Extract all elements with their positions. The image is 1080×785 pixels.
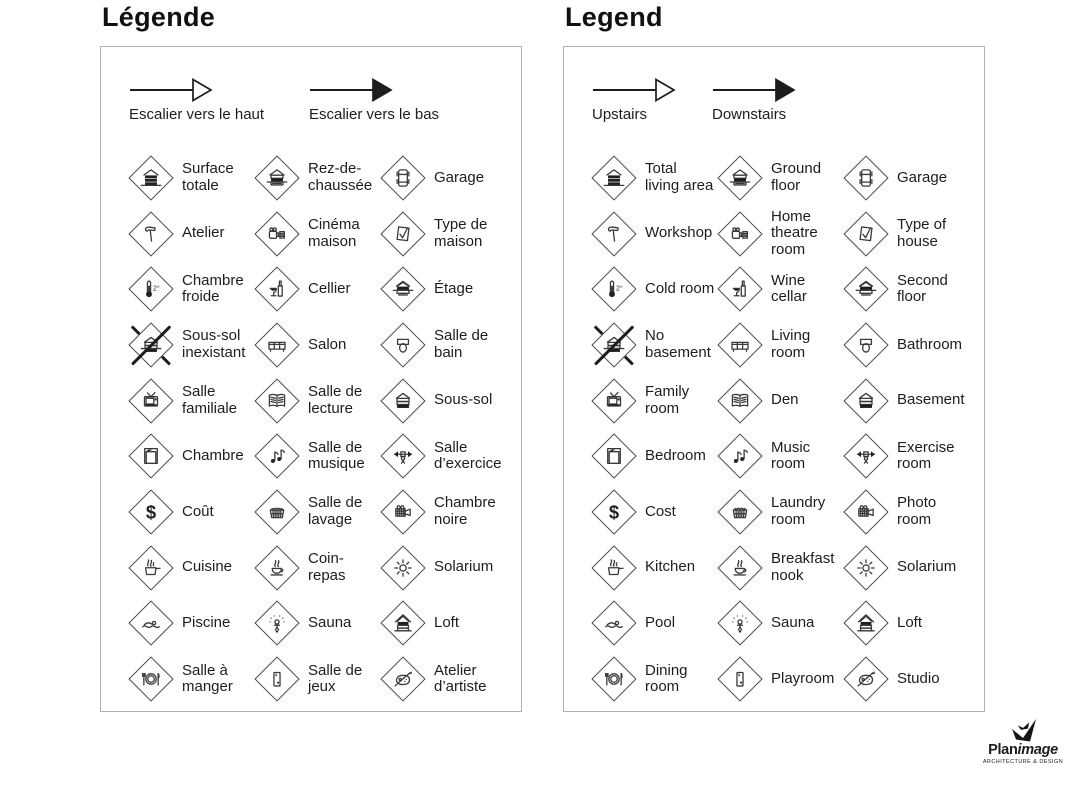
type-of-house-icon [844,212,888,256]
bathroom-icon [381,323,425,367]
legend-item [844,379,974,423]
legend-item-label: Salle familiale [182,383,238,417]
legend-item [844,434,974,478]
no-basement-icon [592,323,636,367]
legend-item-label: Surface totale [182,160,234,194]
arrows-row [129,77,511,139]
legend-item-label: Sauna [308,614,352,632]
legend-item-label: Ground floor [771,160,822,194]
legend-item-label: Basement [897,391,965,409]
legend-item [844,546,974,590]
stairs-up-arrow-icon [129,77,215,103]
legend-item-label: Chambre [182,447,244,465]
legend-item [129,657,255,701]
planimage-logo-icon [1006,717,1040,744]
symbol-grid-french [129,150,511,707]
legend-item [718,323,844,367]
legend-item-label: Salle à manger [182,661,233,696]
second-floor-icon [381,267,425,311]
legend-item-label: Garage [434,168,485,186]
legend-item-label: Music room [771,438,811,473]
legend-item [592,601,718,645]
panel-title-french: Légende [102,2,216,32]
legend-item [718,209,844,259]
stairs-down-arrow-item [309,77,439,123]
stairs-up-arrow-icon [592,77,678,103]
legend-item-label: Coût [182,502,214,520]
loft-icon [844,601,888,645]
legend-item [255,323,381,367]
studio-icon [381,657,425,701]
stairs-down-arrow-item [712,77,798,123]
legend-item [592,323,718,367]
legend-item [129,267,255,311]
legend-item-label: Cost [645,502,676,520]
legend-item-label: Wine cellar [771,271,807,306]
legend-item-label: Pool [645,614,676,632]
legend-item [129,490,255,534]
garage-icon [844,156,888,200]
legend-item-label: Bedroom [645,447,706,465]
music-room-icon [718,434,762,478]
legend-item [129,323,255,367]
legend-item [592,490,718,534]
legend-item-label: Breakfast nook [771,550,835,584]
wine-cellar-icon [718,267,762,311]
legend-item [381,657,511,701]
planimage-tagline: ARCHITECTURE & DESIGN [982,758,1064,765]
garage-icon [381,156,425,200]
legend-item-label: Étage [434,279,474,297]
legend-item-label: Salle de lavage [308,494,363,528]
legend-item-label: Sous-sol [434,391,493,409]
no-basement-icon [129,323,173,367]
legend-item-label: Coin-repas [308,550,346,584]
legend-item-label: Studio [897,669,940,687]
panel-title-english: Legend [565,2,663,32]
studio-icon [844,657,888,701]
exercise-room-icon [381,434,425,478]
legend-item-label: Salle de jeux [308,661,363,696]
legend-item-label: Type of house [897,216,947,250]
stairs-down-arrow-icon [309,77,395,103]
legend-panel-french [100,2,522,712]
svg-text:2°: 2° [152,285,160,293]
legend-item-label: Piscine [182,614,231,632]
workshop-icon [129,212,173,256]
legend-item [381,379,511,423]
legend-item-label: Photo room [897,494,937,528]
photo-room-icon [381,490,425,534]
legend-item-label: Cuisine [182,558,233,576]
legend-item-label: Chambre froide [182,271,244,306]
stairs-up-arrow-item [592,77,712,123]
playroom-icon [718,657,762,701]
legend-item-label: Exercise room [897,438,955,473]
legend-item-label: Den [771,391,799,409]
legend-item-label: Home theatre room [771,207,818,258]
family-room-icon [592,379,636,423]
kitchen-icon [592,546,636,590]
legend-item-label: Dining room [645,661,688,696]
legend-item-label: No basement [645,327,711,361]
bathroom-icon [844,323,888,367]
legend-item [592,212,718,256]
legend-item [592,657,718,701]
legend-item [844,601,974,645]
wine-cellar-icon [255,267,299,311]
legend-item [844,267,974,311]
legend-item [592,156,718,200]
brand-plan: Plan [988,742,1018,758]
legend-item [255,546,381,590]
legend-item [592,267,718,311]
legend-item [381,490,511,534]
legend-item-label: Loft [897,614,923,632]
legend-item [592,546,718,590]
total-living-area-icon [129,156,173,200]
legend-item [129,434,255,478]
home-theatre-icon [718,212,762,256]
legend-item [381,212,511,256]
legend-item-label: Salle d’exercice [434,438,502,473]
legend-item [718,601,844,645]
legend-item [129,601,255,645]
legend-item [255,657,381,701]
second-floor-icon [844,267,888,311]
panel-box-french [100,46,522,712]
legend-item [255,434,381,478]
legend-item [255,212,381,256]
legend-item-label: Cinéma maison [308,216,360,250]
bedroom-icon [592,434,636,478]
cold-room-icon [592,267,636,311]
stairs-up-label: Escalier vers le haut [129,106,265,123]
solarium-icon [381,546,425,590]
legend-item-label: Bathroom [897,335,963,353]
legend-item-label: Solarium [434,558,494,576]
laundry-room-icon [718,490,762,534]
legend-item-label: Second floor [897,271,948,306]
legend-item-label: Atelier [182,224,225,242]
legend-item [844,490,974,534]
legend-item-label: Atelier d’artiste [434,661,487,696]
legend-item [381,434,511,478]
legend-item [718,156,844,200]
stairs-down-label: Escalier vers le bas [309,106,440,123]
ground-floor-icon [255,156,299,200]
legend-item [718,434,844,478]
svg-text:2°: 2° [615,285,623,293]
cold-room-icon [129,267,173,311]
legend-item [381,267,511,311]
legend-item [718,379,844,423]
legend-item-label: Cellier [308,279,351,297]
legend-item [718,490,844,534]
legend-item [255,379,381,423]
workshop-icon [592,212,636,256]
legend-item [255,490,381,534]
type-of-house-icon [381,212,425,256]
svg-text:$: $ [145,501,157,523]
cost-icon [592,490,636,534]
legend-item [381,601,511,645]
living-room-icon [718,323,762,367]
legend-item [129,379,255,423]
pool-icon [592,601,636,645]
legend-panel-english [563,2,985,712]
den-icon [718,379,762,423]
planimage-brand [977,742,1069,758]
legend-item-label: Laundry room [771,494,826,528]
legend-item [718,546,844,590]
bedroom-icon [129,434,173,478]
legend-item [129,546,255,590]
laundry-room-icon [255,490,299,534]
legend-item-label: Kitchen [645,558,696,576]
arrows-row [592,77,974,139]
legend-item-label: Salon [308,335,347,353]
legend-item-label: Cold room [645,279,715,297]
legend-item [381,323,511,367]
breakfast-nook-icon [255,546,299,590]
den-icon [255,379,299,423]
total-living-area-icon [592,156,636,200]
family-room-icon [129,379,173,423]
legend-item [129,212,255,256]
legend-item [718,267,844,311]
legend-item [381,546,511,590]
legend-item-label: Rez-de-chaussée [308,160,373,194]
legend-item [255,267,381,311]
cost-icon [129,490,173,534]
planimage-logo [977,717,1069,765]
music-room-icon [255,434,299,478]
brand-image: image [1017,742,1058,758]
sauna-icon [255,601,299,645]
legend-item-label: Sous-sol inexistant [182,327,246,361]
legend-item-label: Chambre noire [434,494,496,528]
dining-room-icon [592,657,636,701]
legend-item [844,323,974,367]
legend-item [592,379,718,423]
sauna-icon [718,601,762,645]
legend-item-label: Solarium [897,558,957,576]
symbol-grid-english [592,150,974,707]
legend-item [844,156,974,200]
kitchen-icon [129,546,173,590]
legend-item [844,657,974,701]
playroom-icon [255,657,299,701]
legend-item-label: Family room [645,383,690,417]
loft-icon [381,601,425,645]
legend-item-label: Workshop [645,224,713,242]
legend-item [844,212,974,256]
legend-item-label: Salle de lecture [308,383,363,417]
stairs-down-arrow-icon [712,77,798,103]
stairs-up-label: Upstairs [592,106,648,123]
legend-item-label: Salle de musique [308,438,365,473]
basement-icon [844,379,888,423]
legend-item-label: Loft [434,614,460,632]
svg-text:$: $ [608,501,620,523]
basement-icon [381,379,425,423]
living-room-icon [255,323,299,367]
exercise-room-icon [844,434,888,478]
stairs-down-label: Downstairs [712,106,787,123]
dining-room-icon [129,657,173,701]
ground-floor-icon [718,156,762,200]
legend-item-label: Type de maison [434,216,488,250]
legend-item-label: Salle de bain [434,327,489,361]
legend-item-label: Playroom [771,669,835,687]
photo-room-icon [844,490,888,534]
legend-item-label: Garage [897,168,948,186]
legend-item-label: Sauna [771,614,815,632]
pool-icon [129,601,173,645]
solarium-icon [844,546,888,590]
legend-item [129,156,255,200]
legend-item-label: Total living area [645,160,714,194]
legend-item-label: Living room [771,327,811,361]
home-theatre-icon [255,212,299,256]
stairs-up-arrow-item [129,77,309,123]
panel-box-english [563,46,985,712]
legend-item [255,601,381,645]
legend-item [592,434,718,478]
legend-item [255,156,381,200]
legend-item [381,156,511,200]
legend-item [718,657,844,701]
breakfast-nook-icon [718,546,762,590]
